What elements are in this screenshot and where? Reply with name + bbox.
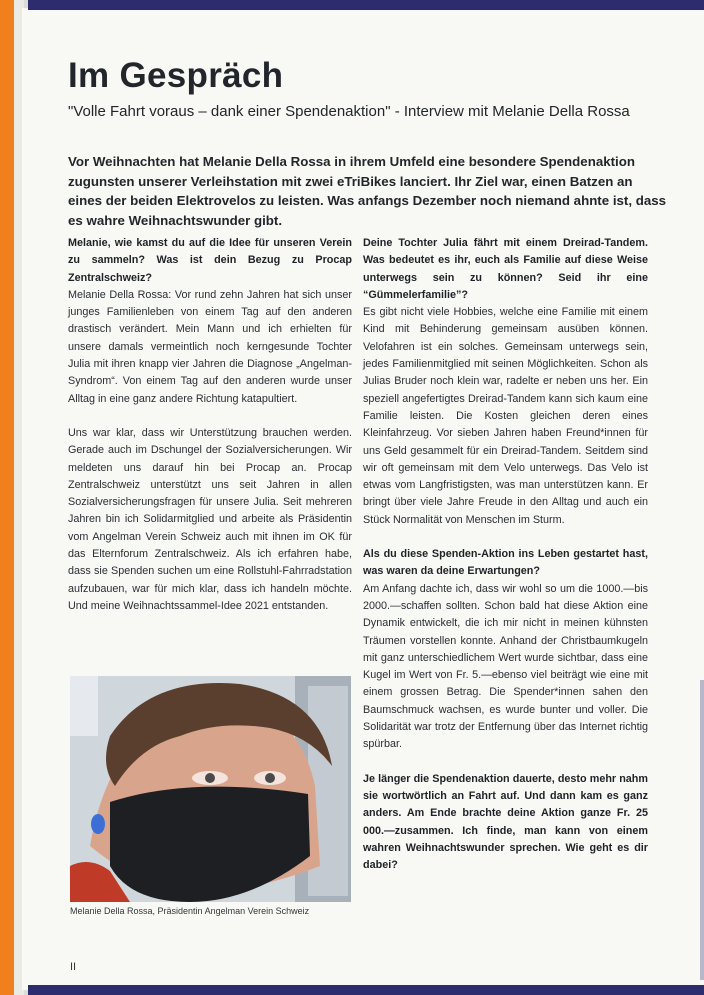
answer-1: Melanie Della Rossa: Vor rund zehn Jahren hat sich unser junges Familienleben von einem Tag auf den anderen drastisch verändert. Mein Mann und ich erhielten für unsere damals vermeintlich noch kerngesunde Tochter Julia mit ihren knapp vier Jahren die Diagnose „Angelman-Syndrom“. Von einem Tag auf den anderen wurde unser Alltag in eine ganz andere Richtung katapultiert. (68, 288, 352, 405)
question-1: Melanie, wie kamst du auf die Idee für unseren Verein zu sammeln? Was ist dein Bezug zu Procap Zentralschweiz? (68, 237, 352, 284)
answer-2: Es gibt nicht viele Hobbies, welche eine Familie mit einem Kind mit Behinderung gemeinsam ausüben können. Velofahren ist ein solches. Gemeinsam unterwegs sein, jedes Familienmitglied mit seinen Möglichkeiten. Schon als Julias Bruder noch klein war, radelte er neben uns her. Ein speziell angefertigtes Dreirad-Tandem kann sich kaum eine Familie leisten. Die Kosten gleichen deren eines Kleinfahrzeug. Vor sieben Jahren haben Freund*innen für uns Geld gesammelt für ein Dreirad-Tandem. Seitdem sind wir oft gemeinsam mit dem Velo unterwegs. Das Velo ist etwas vom Langfristigsten, was man unterstützen kann. Er bringt über viele Jahre Freude in den Alltag und auch ein Stück Normalität von Menschen im Sturm. (363, 306, 648, 526)
question-2: Deine Tochter Julia fährt mit einem Dreirad-Tandem. Was bedeutet es ihr, euch als Familie auf diese Weise unterwegs sein zu können? Seid ihr eine “Gümmelerfamilie”? (363, 237, 648, 301)
left-column (68, 235, 352, 615)
answer-3: Am Anfang dachte ich, dass wir wohl so um die 1000.—bis 2000.—schaffen sollten. Schon bald hat diese Aktion eine Dynamik entwickelt, die ich mir nicht in meinen kühnsten Träumen vorstellen konnte. Anhand der Christbaumkugeln mit ganz unterschiedlichem Wert wurde sichtbar, dass eine Kugel im Wert von Fr. 5.—ebenso viel beiträgt wie eine mit einem grossen Betrag. Die Spender*innen sahen den Baumschmuck wachsen, es wurde bunter und voller. Die Solidarität war trotz der Entfernung über das Internet richtig spürbar. (363, 582, 648, 751)
article-subtitle: "Volle Fahrt voraus – dank einer Spendenaktion" - Interview mit Melanie Della Rossa (68, 103, 630, 120)
next-page-edge (700, 680, 704, 980)
right-column (363, 235, 648, 874)
answer-1-continued: Uns war klar, dass wir Unterstützung brauchen werden. Gerade auch im Dschungel der Sozialversicherungen. Wir meldeten uns darauf hin bei Procap an. Procap Zentralschweiz unterstützt uns seit Jahren in allen Sozialversicherungsfragen für unsere Julia. Seit mehreren Jahren bin ich Solidarmitglied und arbeite als Präsidentin vom Angelman Verein Schweiz auch mit ihnen im OK für das Elternforum Zentralschweiz. Als ich erfahren habe, dass sie Spenden suchen um eine Rollstuhl-Fahrradstation aufzubauen, war für mich klar, dass ich handeln möchte. Und meine Weihnachtssammel-Idee 2021 entstanden. (68, 426, 352, 612)
article-lead: Vor Weihnachten hat Melanie Della Rossa in ihrem Umfeld eine besondere Spendenaktion zugunsten unserer Verleihstation mit zwei eTriBikes lanciert. Ihr Ziel war, einen Batzen an eines der beiden Elektrovelos zu leisten. Was anfangs Dezember noch niemand ahnte ist, dass es wahre Weihnachtswunder gibt. (68, 154, 667, 228)
photo-caption: Melanie Della Rossa, Präsidentin Angelman Verein Schweiz (70, 906, 310, 916)
top-accent-bar (28, 0, 704, 10)
portrait-photo (70, 676, 351, 902)
page-number: II (70, 961, 77, 973)
portrait-illustration (70, 676, 351, 902)
bottom-accent-bar (28, 985, 704, 995)
question-3: Als du diese Spenden-Aktion ins Leben gestartet hast, was waren da deine Erwartungen? (363, 548, 648, 578)
page-title: Im Gespräch (68, 56, 284, 95)
question-4: Je länger die Spendenaktion dauerte, desto mehr nahm sie wortwörtlich an Fahrt auf. Und dann kam es ganz anders. Am Ende brachte deine Aktion ganze Fr. 25 000.—zusammen. Ich finde, man kann von einem wahren Weihnachtswunder sprechen. Wie geht es dir dabei? (363, 772, 648, 872)
left-accent-bar (0, 0, 14, 995)
